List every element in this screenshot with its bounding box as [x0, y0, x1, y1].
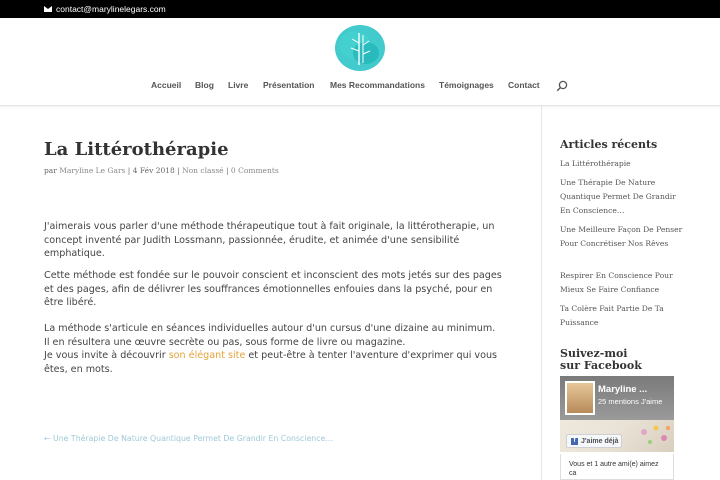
post-line: Il en résultera une œuvre secrète ou pas, sous forme de livre ou magazine. — [44, 336, 406, 348]
facebook-page-widget[interactable] — [560, 376, 674, 480]
recent-post-link[interactable]: Une Thérapie De Nature Quantique Permet De Grandir En Conscience… — [560, 178, 676, 215]
post-line: La méthode s'articule en séances individuelles autour d'un cursus d'une dizaine au minimum. — [44, 323, 496, 334]
nav-recommandations[interactable]: Mes Recommandations — [330, 80, 425, 90]
envelope-icon — [44, 6, 52, 12]
post-line — [44, 349, 514, 376]
meta-date: 4 Fév 2018 — [132, 166, 175, 175]
invite-text-end: et peut-être à tenter l'aventure d'exprimer qui vous êtes, en mots. — [44, 350, 498, 375]
recent-post-link[interactable]: Une Meilleure Façon De Penser Pour Concrétiser Nos Rêves — [560, 225, 683, 248]
meta-author-link[interactable]: Maryline Le Gars — [59, 166, 126, 175]
post-meta — [44, 166, 279, 175]
site-logo[interactable] — [333, 23, 387, 73]
nav-presentation[interactable]: Présentation — [263, 80, 315, 90]
nav-temoignages[interactable]: Témoignages — [439, 80, 494, 90]
flowers-decoration — [634, 422, 674, 452]
post-title: La Littérothérapie — [44, 139, 229, 160]
facebook-like-label: J'aime déjà — [581, 437, 619, 445]
meta-sep: | — [177, 166, 180, 175]
facebook-cover — [560, 376, 674, 452]
post-paragraph-3 — [44, 322, 514, 376]
recent-post-link[interactable]: Respirer En Conscience Pour Mieux Se Faire Confiance — [560, 271, 673, 294]
sidebar-divider — [541, 106, 542, 480]
facebook-page-name[interactable]: Maryline ... — [598, 384, 648, 395]
site-header — [0, 18, 720, 106]
contact-email-link[interactable] — [44, 4, 166, 14]
meta-sep: | — [127, 166, 131, 175]
nav-livre[interactable]: Livre — [228, 80, 249, 90]
meta-comments-link[interactable]: 0 Comments — [230, 166, 279, 175]
invite-text: Je vous invite à découvrir — [44, 350, 169, 361]
meta-category-link[interactable]: Non classé — [182, 166, 224, 175]
recent-posts-title: Articles récents — [560, 138, 658, 151]
facebook-likes-count: 25 mentions J'aime — [598, 397, 663, 406]
post-paragraph-1: J'aimerais vous parler d'une méthode thérapeutique tout à fait originale, la littérotherapie, un concept inventé par Judith Lossmann, passionnée, érudite, et animée d'une sensibilité emphatique. — [44, 221, 495, 259]
contact-email[interactable]: contact@marylinelegars.com — [56, 4, 166, 14]
recent-post-link[interactable]: La Littérothérapie — [560, 159, 631, 168]
facebook-like-button[interactable] — [566, 434, 622, 448]
avatar[interactable] — [565, 381, 595, 415]
post-paragraph-2: Cette méthode est fondée sur le pouvoir conscient et inconscient des mots jetés sur des pages et des pages, afin de délivrer les souffrances émotionnelles enfouies dans la psyché, pour en être libéré. — [44, 270, 502, 308]
search-icon[interactable] — [556, 80, 568, 92]
meta-sep: | — [226, 166, 229, 175]
facebook-widget-title: Suivez-moi sur Facebook — [560, 347, 642, 372]
recent-post-link[interactable]: Ta Colère Fait Partie De Ta Puissance — [560, 304, 664, 327]
main-nav — [0, 80, 720, 94]
nav-accueil[interactable]: Accueil — [151, 80, 182, 90]
site-link[interactable]: son élégant site — [168, 350, 246, 361]
previous-post-link[interactable]: ← Une Thérapie De Nature Quantique Permet De Grandir En Conscience… — [44, 434, 334, 443]
facebook-friends-text: Vous et 1 autre ami(e) aimez ca — [560, 454, 674, 480]
nav-blog[interactable]: Blog — [195, 80, 214, 90]
nav-contact[interactable]: Contact — [508, 80, 540, 90]
top-bar — [0, 0, 720, 18]
meta-by: par — [44, 166, 57, 175]
facebook-f-icon: f — [571, 438, 578, 445]
